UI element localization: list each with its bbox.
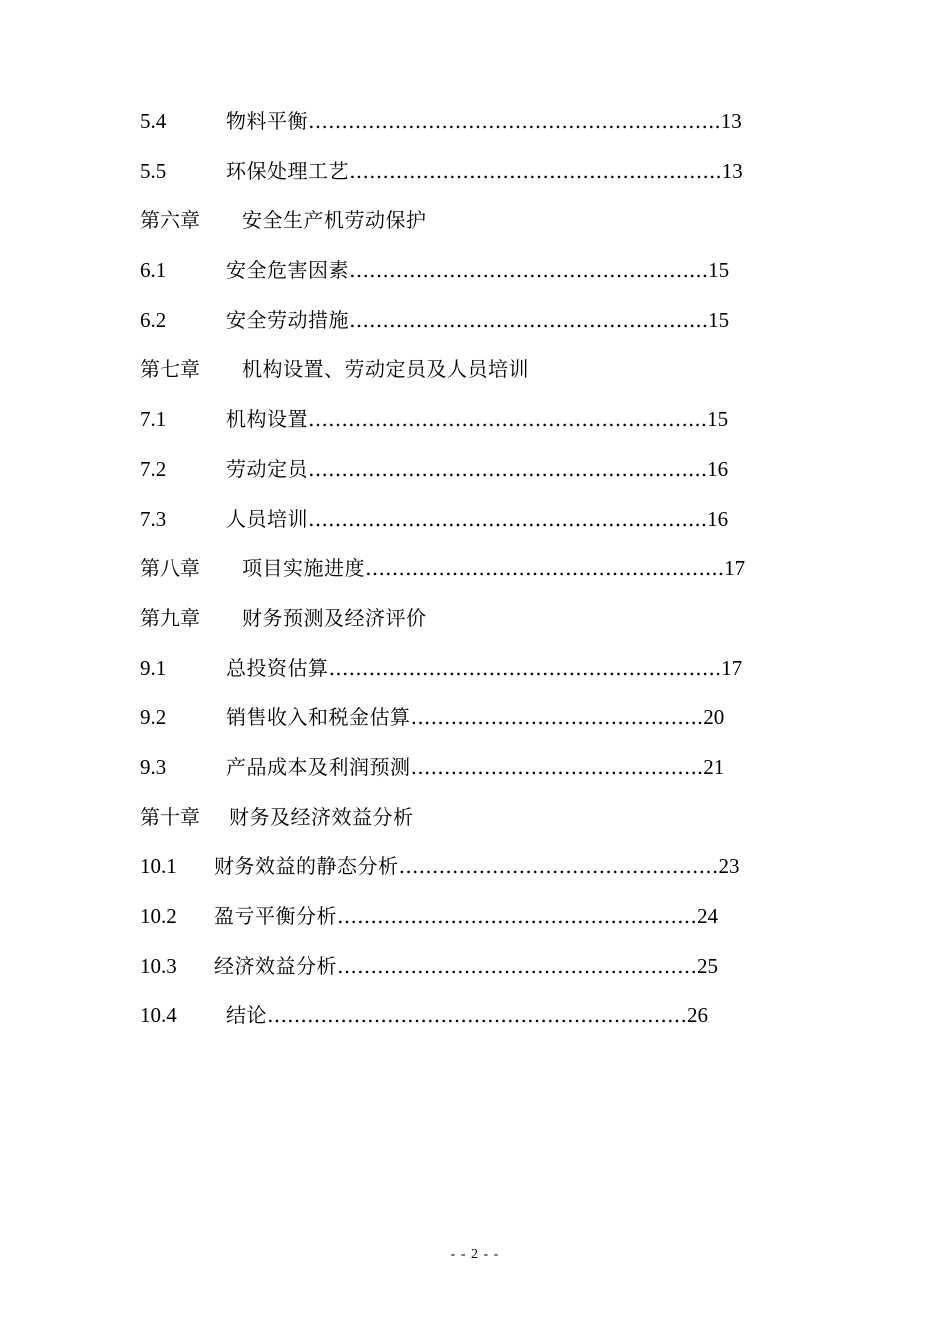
toc-chapter-title: 财务及经济效益分析 (229, 804, 414, 829)
toc-chapter-number: 第七章 (140, 359, 200, 382)
toc-entry-page: 21 (703, 754, 725, 779)
table-of-contents (140, 104, 830, 1048)
toc-entry-leader: ……………………………………………... (365, 556, 725, 581)
toc-entry-10-1[interactable] (140, 849, 830, 899)
toc-entry-title: 结论 (226, 1003, 267, 1028)
toc-chapter-number: 第八章 (140, 558, 200, 581)
toc-entry-10-3[interactable] (140, 949, 830, 999)
toc-entry-leader: ……………………………………………... (349, 307, 709, 332)
toc-entry-10-4[interactable] (140, 998, 830, 1048)
toc-entry-page: 23 (718, 854, 740, 879)
toc-chapter-6[interactable] (140, 203, 830, 253)
toc-chapter-8[interactable] (140, 551, 830, 601)
toc-entry-leader: …………………………………….. (410, 705, 704, 730)
toc-entry-page: 15 (707, 407, 729, 432)
toc-entry-number: 7.3 (140, 506, 167, 531)
toc-chapter-title: 安全生产机劳动保护 (242, 208, 427, 233)
toc-entry-title: 机构设置 (226, 407, 308, 432)
toc-entry-10-2[interactable] (140, 899, 830, 949)
toc-entry-number: 10.2 (140, 904, 177, 928)
toc-entry-page: 17 (721, 655, 743, 680)
toc-entry-title: 财务效益的静态分析 (214, 854, 399, 879)
toc-entry-page: 16 (707, 506, 729, 531)
toc-entry-number: 6.1 (140, 258, 167, 283)
toc-entry-6-2[interactable] (140, 303, 830, 353)
toc-entry-page: 26 (687, 1003, 708, 1028)
toc-entry-title: 物料平衡 (226, 109, 308, 133)
toc-entry-number: 10.3 (140, 953, 177, 978)
toc-entry-number: 9.3 (140, 754, 167, 779)
toc-entry-title: 总投资估算 (226, 655, 329, 680)
toc-entry-leader: …………………………………………………... (308, 456, 708, 481)
toc-entry-leader: ………………………………………… (398, 854, 719, 879)
page-footer-number: - - 2 - - (450, 1247, 500, 1262)
toc-chapter-title: 项目实施进度 (242, 556, 365, 581)
toc-entry-9-3[interactable] (140, 750, 830, 800)
toc-entry-number: 5.5 (140, 158, 167, 183)
toc-entry-page: 25 (697, 953, 718, 978)
toc-chapter-number: 第六章 (140, 210, 200, 233)
toc-entry-title: 盈亏平衡分析 (214, 904, 337, 928)
toc-entry-leader: ……………………………………………... (349, 258, 709, 283)
toc-entry-title: 产品成本及利润预测 (226, 754, 411, 779)
toc-entry-leader: ………………………………………………….. (328, 655, 722, 680)
toc-entry-title: 安全劳动措施 (226, 307, 349, 332)
toc-entry-9-1[interactable] (140, 651, 830, 701)
toc-chapter-number: 第九章 (140, 607, 200, 630)
toc-entry-leader: ……………………………………………… (337, 904, 697, 928)
toc-entry-7-3[interactable] (140, 502, 830, 552)
toc-entry-page: 24 (697, 904, 718, 928)
toc-entry-page: 15 (708, 258, 730, 283)
toc-chapter-title: 财务预测及经济评价 (242, 605, 427, 630)
toc-entry-title: 人员培训 (226, 506, 308, 531)
toc-entry-title: 销售收入和税金估算 (226, 705, 411, 730)
toc-chapter-title: 机构设置、劳动定员及人员培训 (242, 357, 529, 382)
toc-entry-number: 6.2 (140, 307, 167, 332)
toc-entry-leader: …………………………………………………….. (308, 109, 721, 133)
toc-entry-leader: ……………………………………………….. (349, 158, 722, 183)
toc-chapter-7[interactable] (140, 352, 830, 402)
toc-entry-leader: ……………………………………………… (337, 953, 697, 978)
toc-entry-page: 15 (708, 307, 730, 332)
toc-entry-title: 劳动定员 (226, 456, 308, 481)
toc-entry-page: 13 (720, 109, 742, 133)
toc-entry-page: 20 (703, 705, 725, 730)
toc-chapter-9[interactable] (140, 601, 830, 651)
toc-chapter-10[interactable] (140, 800, 830, 850)
toc-entry-number: 9.1 (140, 655, 167, 680)
toc-entry-page: 16 (707, 456, 729, 481)
toc-entry-5-4[interactable] (140, 104, 830, 154)
toc-entry-number: 10.4 (140, 1003, 177, 1028)
toc-entry-number: 7.1 (140, 407, 167, 432)
toc-entry-leader: …………………………………………………... (308, 407, 708, 432)
toc-entry-page: 13 (721, 158, 743, 183)
toc-entry-title: 环保处理工艺 (226, 158, 349, 183)
toc-entry-7-2[interactable] (140, 452, 830, 502)
toc-entry-leader: …………………………………….. (410, 754, 704, 779)
toc-entry-number: 5.4 (140, 109, 167, 133)
toc-entry-number: 10.1 (140, 854, 177, 879)
toc-entry-number: 7.2 (140, 456, 167, 481)
toc-entry-6-1[interactable] (140, 253, 830, 303)
toc-entry-number: 9.2 (140, 705, 167, 730)
toc-entry-leader: …………………………………………………... (308, 506, 708, 531)
toc-entry-5-5[interactable] (140, 154, 830, 204)
toc-entry-leader: ……………………………………………………… (267, 1003, 687, 1028)
toc-entry-title: 安全危害因素 (226, 258, 349, 283)
toc-entry-title: 经济效益分析 (214, 953, 337, 978)
toc-entry-7-1[interactable] (140, 402, 830, 452)
toc-entry-9-2[interactable] (140, 700, 830, 750)
toc-chapter-number: 第十章 (140, 806, 200, 829)
toc-entry-page: 17 (724, 556, 746, 581)
